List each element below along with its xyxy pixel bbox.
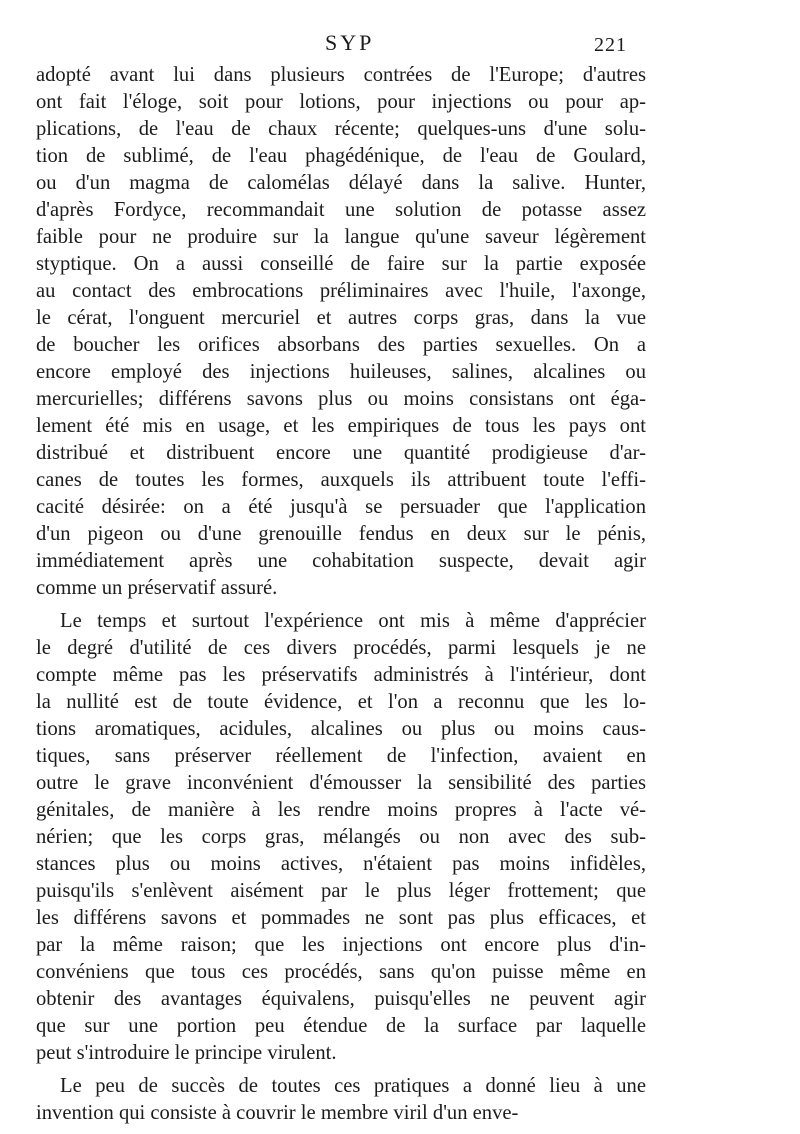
page-number: 221 bbox=[594, 34, 627, 56]
text-line: tion de sublimé, de l'eau phagédénique, de l'eau de Goulard, bbox=[36, 145, 646, 167]
text-line: distribué et distribuent encore une quantité prodigieuse d'ar- bbox=[36, 442, 646, 464]
text-line: plications, de l'eau de chaux récente; quelques-uns d'une solu- bbox=[36, 118, 646, 140]
text-line: Le temps et surtout l'expérience ont mis à même d'apprécier bbox=[60, 610, 646, 632]
text-line: ont fait l'éloge, soit pour lotions, pour injections ou pour ap- bbox=[36, 91, 646, 113]
text-line: les différens savons et pommades ne sont pas plus efficaces, et bbox=[36, 907, 646, 929]
text-line: d'un pigeon ou d'une grenouille fendus en deux sur le pénis, bbox=[36, 523, 646, 545]
text-line: mercurielles; différens savons plus ou moins consistans ont éga- bbox=[36, 388, 646, 410]
text-line: ou d'un magma de calomélas délayé dans la salive. Hunter, bbox=[36, 172, 646, 194]
text-line: comme un préservatif assuré. bbox=[36, 577, 278, 599]
text-line: adopté avant lui dans plusieurs contrées de l'Europe; d'autres bbox=[36, 64, 646, 86]
text-line: convéniens que tous ces procédés, sans qu'on puisse même en bbox=[36, 961, 646, 983]
text-line: invention qui consiste à couvrir le membre viril d'un enve- bbox=[36, 1102, 519, 1124]
text-line: canes de toutes les formes, auxquels ils attribuent toute l'effi- bbox=[36, 469, 646, 491]
text-line: stances plus ou moins actives, n'étaient pas moins infidèles, bbox=[36, 853, 646, 875]
text-line: compte même pas les préservatifs administrés à l'intérieur, dont bbox=[36, 664, 646, 686]
running-head bbox=[0, 30, 800, 60]
running-title: SYP bbox=[325, 30, 375, 55]
text-line: le degré d'utilité de ces divers procédés, parmi lesquels je ne bbox=[36, 637, 646, 659]
text-line: outre le grave inconvénient d'émousser la sensibilité des parties bbox=[36, 772, 646, 794]
text-line: tions aromatiques, acidules, alcalines ou plus ou moins caus- bbox=[36, 718, 646, 740]
text-line: faible pour ne produire sur la langue qu'une saveur légèrement bbox=[36, 226, 646, 248]
text-line: le cérat, l'onguent mercuriel et autres corps gras, dans la vue bbox=[36, 307, 646, 329]
text-line: immédiatement après une cohabitation suspecte, devait agir bbox=[36, 550, 646, 572]
body-text bbox=[36, 62, 646, 1127]
paragraph bbox=[36, 1073, 646, 1127]
paragraph bbox=[36, 62, 646, 602]
text-line: d'après Fordyce, recommandait une solution de potasse assez bbox=[36, 199, 646, 221]
text-line: la nullité est de toute évidence, et l'on a reconnu que les lo- bbox=[36, 691, 646, 713]
text-line: Le peu de succès de toutes ces pratiques a donné lieu à une bbox=[60, 1075, 646, 1097]
paragraph bbox=[36, 608, 646, 1067]
text-line: puisqu'ils s'enlèvent aisément par le plus léger frottement; que bbox=[36, 880, 646, 902]
text-line: lement été mis en usage, et les empiriques de tous les pays ont bbox=[36, 415, 646, 437]
text-line: nérien; que les corps gras, mélangés ou non avec des sub- bbox=[36, 826, 646, 848]
text-line: tiques, sans préserver réellement de l'infection, avaient en bbox=[36, 745, 646, 767]
text-line: obtenir des avantages équivalens, puisqu'elles ne peuvent agir bbox=[36, 988, 646, 1010]
text-line: styptique. On a aussi conseillé de faire sur la partie exposée bbox=[36, 253, 646, 275]
text-line: au contact des embrocations préliminaires avec l'huile, l'axonge, bbox=[36, 280, 646, 302]
text-line: peut s'introduire le principe virulent. bbox=[36, 1042, 337, 1064]
text-line: encore employé des injections huileuses, salines, alcalines ou bbox=[36, 361, 646, 383]
text-line: cacité désirée: on a été jusqu'à se persuader que l'application bbox=[36, 496, 646, 518]
text-line: de boucher les orifices absorbans des parties sexuelles. On a bbox=[36, 334, 646, 356]
text-line: par la même raison; que les injections ont encore plus d'in- bbox=[36, 934, 646, 956]
text-line: génitales, de manière à les rendre moins propres à l'acte vé- bbox=[36, 799, 646, 821]
text-line: que sur une portion peu étendue de la surface par laquelle bbox=[36, 1015, 646, 1037]
